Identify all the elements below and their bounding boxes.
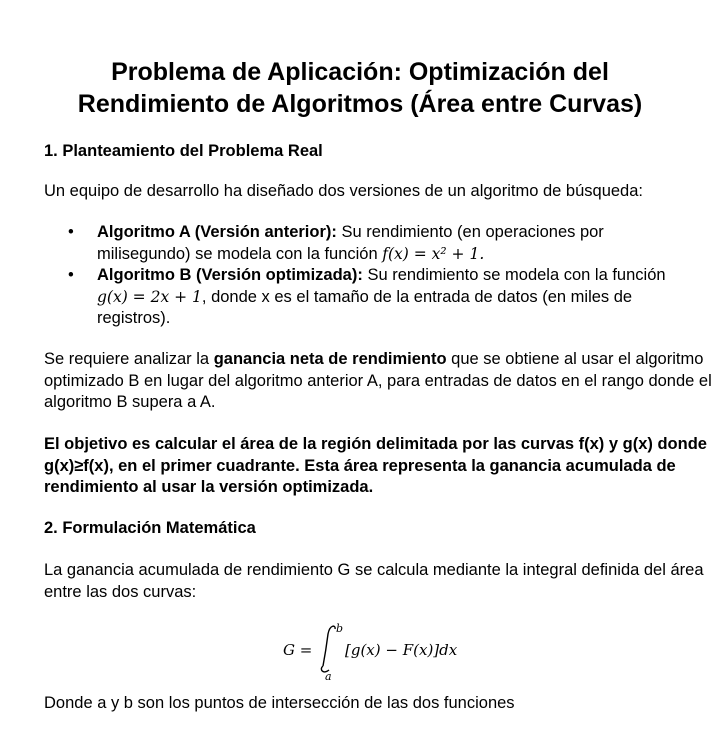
algorithm-a-text-1: Su rendimiento (en operaciones por (336, 223, 604, 241)
algorithm-a-text-2: milisegundo) se modela con la función (97, 244, 383, 263)
algorithm-list (44, 222, 684, 330)
document-title (0, 56, 720, 120)
section-2-heading: 2. Formulación Matemática (44, 519, 256, 537)
formula-lhs: G = (283, 641, 313, 659)
paragraph-2-bold: ganancia neta de rendimiento (213, 350, 447, 368)
algorithm-b-text-after: , donde x es el tamaño de la entrada de datos (en miles de registros). (97, 287, 633, 327)
section-1-intro: Un equipo de desarrollo ha diseñado dos versiones de un algoritmo de búsqueda: (44, 182, 643, 200)
integral-lower-limit: a (325, 670, 332, 680)
list-item-algorithm-a (44, 222, 684, 265)
algorithm-b-formula: g(x) = 2x + 1 (97, 287, 202, 306)
section-1-heading: 1. Planteamiento del Problema Real (44, 142, 323, 160)
list-item-algorithm-b (44, 265, 684, 330)
section-1-paragraph-2 (44, 349, 716, 414)
algorithm-b-text-2: función (612, 266, 666, 284)
title-line-2: Rendimiento de Algoritmos (Área entre Curvas) (77, 90, 643, 118)
bullet-icon: • (68, 266, 74, 284)
section-2-intro: La ganancia acumulada de rendimiento G se calcula mediante la integral definida del área entre las dos curvas: (44, 561, 704, 601)
paragraph-2-post: que se obtiene al usar el algoritmo optimizado B en lugar del algoritmo anterior A, para entradas de datos en el rango donde el algoritmo B supera a A. (44, 350, 712, 411)
algorithm-b-text-1: Su rendimiento se modela con la (362, 266, 608, 284)
paragraph-2-pre: Se requiere analizar la (44, 350, 214, 368)
formula-integrand: [g(x) − F(x)]dx (345, 641, 458, 659)
integral-upper-limit: b (336, 622, 344, 635)
algorithm-b-label: Algoritmo B (Versión optimizada): (97, 266, 363, 284)
algorithm-a-formula: f(x) = x² + 1. (382, 244, 485, 263)
objective-paragraph: El objetivo es calcular el área de la región delimitada por las curvas f(x) y g(x) donde g(x)≥f(x), en el primer cuadrante. Esta área representa la ganancia acumulada de rendimiento al usar la versión optimizada. (44, 435, 707, 496)
title-line-1: Problema de Aplicación: Optimización del (111, 58, 609, 86)
section-2-closing: Donde a y b son los puntos de intersección de las dos funciones (44, 694, 515, 712)
bullet-icon: • (68, 223, 74, 241)
integral-formula (283, 620, 483, 680)
integral-sign-icon (321, 626, 335, 672)
algorithm-a-label: Algoritmo A (Versión anterior): (97, 223, 337, 241)
